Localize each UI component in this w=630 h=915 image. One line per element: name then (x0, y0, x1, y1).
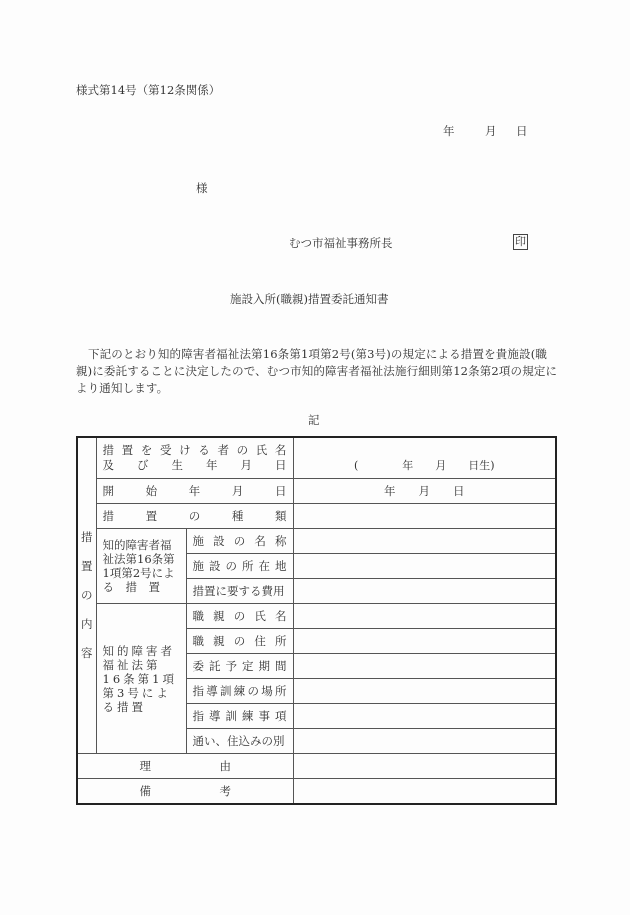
label-char: 地 (275, 559, 287, 573)
label-char: の (233, 534, 246, 548)
side-label-char: 措 (81, 530, 93, 544)
form-number: 様式第14号（第12条関係） (76, 83, 221, 97)
label-char: 称 (275, 534, 287, 548)
day-label: 日 (516, 124, 528, 138)
group2-label-cell (96, 604, 186, 754)
training-items-label (187, 708, 293, 724)
facility-name-value-cell[interactable] (293, 529, 556, 554)
table-row-remarks (77, 779, 556, 805)
label-char: 定 (242, 659, 254, 673)
label-char: の (233, 609, 246, 623)
facility-address-value-cell[interactable] (293, 554, 556, 579)
measure-type-label (97, 508, 293, 524)
label-char: 者 (217, 443, 229, 457)
label-char: 委 (192, 659, 204, 673)
commute-live-in-label: 通い、住込みの別 (192, 734, 285, 748)
start-date-value: 年 月 日 (384, 484, 465, 498)
label-char: 設 (213, 534, 225, 548)
commute-live-in-value-cell[interactable] (293, 729, 556, 754)
label-char: 所 (275, 684, 287, 698)
label-char: 氏 (255, 443, 268, 457)
label-char: る (198, 443, 210, 457)
label-char: 託 (209, 659, 221, 673)
label-char: 月 (231, 484, 244, 498)
label-char: 間 (275, 659, 287, 673)
label-char: 日 (275, 484, 287, 498)
label-char: 場 (261, 684, 273, 698)
label-char: の (236, 443, 249, 457)
person-label-cell (96, 437, 293, 479)
label-char: 事 (258, 709, 270, 723)
foster-name-label (187, 608, 293, 624)
label-char: 設 (209, 559, 221, 573)
label-char: の (247, 684, 259, 698)
birth-date-value: ( 年 月 日生) (353, 459, 495, 472)
facility-address-label (187, 558, 293, 574)
foster-name-value-cell[interactable] (293, 604, 556, 629)
label-char: 親 (213, 609, 225, 623)
label-char: 訓 (225, 709, 237, 723)
label-char: 指 (192, 684, 204, 698)
side-label-char: の (81, 588, 93, 602)
label-char: 置 (145, 509, 158, 523)
label-char: を (140, 443, 153, 457)
side-label-char: 容 (81, 646, 93, 660)
label-char: 所 (275, 634, 287, 648)
table-row-reason (77, 754, 556, 779)
side-label-char: 内 (81, 617, 93, 631)
label-char: 期 (258, 659, 270, 673)
measure-type-value-cell[interactable] (293, 504, 556, 529)
training-place-label (187, 683, 293, 699)
side-label-char: 置 (81, 559, 93, 573)
label-char: 施 (192, 559, 204, 573)
person-value-cell[interactable] (293, 437, 556, 479)
foster-address-value-cell[interactable] (293, 629, 556, 654)
label-char: 類 (275, 509, 287, 523)
document-title: 施設入所(職親)措置委託通知書 (230, 292, 389, 306)
side-label (78, 523, 96, 668)
label-char: 訓 (220, 684, 232, 698)
side-label-cell (77, 437, 96, 754)
label-char: 及 (102, 458, 114, 472)
label-char: び (137, 458, 149, 472)
label-char: 月 (240, 458, 252, 472)
body-text: 下記のとおり知的障害者福祉法第16条第1項第2号(第3号)の規定による措置を貴施設(職親)に委託することに決定したので、むつ市知的障害者福祉法施行細則第12条第2項の規定により通知します。 (76, 347, 558, 395)
label-char: 措 (102, 443, 114, 457)
label-char: 職 (192, 609, 204, 623)
group2-label: 知的障害者福祉法第16条第1項第3号による措置 (102, 643, 177, 714)
label-char: 予 (225, 659, 237, 673)
group1-label-cell (96, 529, 186, 604)
table-row-start-date (77, 479, 556, 504)
label-char: 練 (233, 684, 246, 698)
person-label-line1 (97, 443, 293, 458)
label-char: 名 (254, 534, 266, 548)
label-char: 名 (274, 443, 287, 457)
foster-address-label (187, 633, 293, 649)
measure-cost-label: 措置に要する費用 (192, 584, 285, 598)
label-char: 置 (121, 443, 134, 457)
remarks-value-cell[interactable] (293, 779, 556, 805)
training-place-value-cell[interactable] (293, 679, 556, 704)
label-char: 親 (213, 634, 225, 648)
addressee-suffix: 様 (196, 181, 208, 195)
measure-cost-value-cell[interactable] (293, 579, 556, 604)
label-char: 始 (145, 484, 158, 498)
label-char: 受 (159, 443, 172, 457)
label-char: 開 (102, 484, 114, 498)
label-char: の (188, 509, 201, 523)
label-char: 所 (242, 559, 254, 573)
label-char: の (225, 559, 237, 573)
label-char: 在 (258, 559, 270, 573)
start-date-label (97, 483, 293, 499)
label-char: 生 (171, 458, 183, 472)
training-items-value-cell[interactable] (293, 704, 556, 729)
seal-mark: 印 (515, 235, 526, 248)
label-char: け (179, 443, 191, 457)
month-label: 月 (485, 124, 497, 138)
label-char: 導 (206, 684, 218, 698)
facility-name-label (187, 533, 293, 549)
label-char: 措 (102, 509, 114, 523)
label-char: 日 (275, 458, 287, 472)
reason-label: 理 由 (77, 754, 293, 779)
consignment-period-value-cell[interactable] (293, 654, 556, 679)
measure-table (76, 436, 557, 805)
label-char: 練 (242, 709, 254, 723)
label-char: 氏 (254, 609, 266, 623)
table-row-measure-type (77, 504, 556, 529)
label-char: 年 (206, 458, 218, 472)
ki-heading: 記 (308, 413, 320, 427)
label-char: 項 (275, 709, 287, 723)
label-char: 名 (275, 609, 287, 623)
label-char: 年 (188, 484, 201, 498)
group1-label: 知的障害者福祉法第16条第1項第2号による 措 置 (102, 538, 175, 594)
issue-date (443, 123, 528, 139)
label-char: 導 (209, 709, 221, 723)
sender-name: むつ市福祉事務所長 (289, 236, 393, 250)
table-row-g1-0 (77, 529, 556, 554)
remarks-label: 備 考 (77, 779, 293, 805)
table-row-g2-0 (77, 604, 556, 629)
person-label-line2 (97, 458, 293, 473)
label-char: の (233, 634, 246, 648)
label-char: 職 (192, 634, 204, 648)
table-row-person (77, 437, 556, 479)
consignment-period-label (187, 658, 293, 674)
label-char: 種 (231, 509, 244, 523)
label-char: 指 (192, 709, 204, 723)
start-date-value-cell[interactable] (293, 479, 556, 504)
label-char: 住 (254, 634, 266, 648)
year-label: 年 (443, 124, 455, 138)
label-char: 施 (192, 534, 204, 548)
reason-value-cell[interactable] (293, 754, 556, 779)
